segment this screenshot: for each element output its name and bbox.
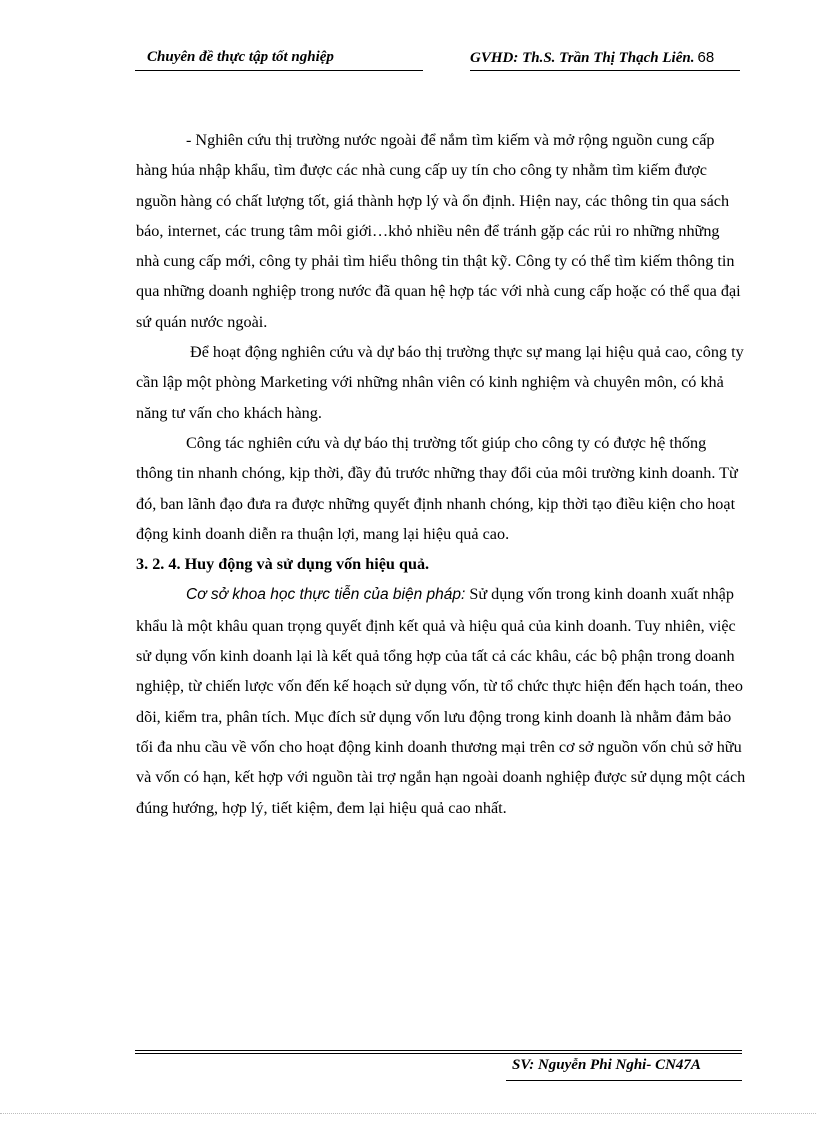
header-title: Chuyên đề thực tập tốt nghiệp [147, 49, 334, 65]
header-underline-right [470, 70, 740, 71]
paragraph-lead-italic: Cơ sở khoa học thực tiễn của biện pháp: [186, 586, 466, 604]
footer-rule-top [135, 1050, 742, 1051]
page-edge-dotted-line [0, 1113, 816, 1114]
header-supervisor-text: GVHD: Th.S. Trần Thị Thạch Liên. [470, 50, 695, 66]
footer-underline [506, 1080, 742, 1081]
paragraph-marketing-department: Để hoạt động nghiên cứu và dự báo thị trường thực sự mang lại hiệu quả cao, công ty cần lập một phòng Marketing với những nhân viên có kinh nghiệm và chuyên môn, có khả năng tư vấn cho khách hàng. [136, 343, 744, 422]
page-number: 68 [697, 49, 715, 66]
paragraph-capital-usage [136, 579, 746, 822]
footer-rule-bottom [135, 1053, 742, 1054]
paragraph-capital-body: Sử dụng vốn trong kinh doanh xuất nhập khẩu là một khâu quan trọng quyết định kết quả và hiệu quả của kinh doanh. Tuy nhiên, việc sử dụng vốn kinh doanh lại là kết quả tổng hợp của tất cả các khâu, các bộ phận trong doanh nghiệp, từ chiến lược vốn đến kế hoạch sử dụng vốn, từ tổ chức thực hiện đến hạch toán, theo dõi, kiểm tra, phân tích. Mục đích sử dụng vốn lưu động trong kinh doanh là nhằm đảm bảo tối đa nhu cầu về vốn cho hoạt động kinh doanh thương mại trên cơ sở nguồn vốn chủ sở hữu và vốn có hạn, kết hợp với nguồn tài trợ ngắn hạn ngoài doanh nghiệp được sử dụng một cách đúng hướng, hợp lý, tiết kiệm, đem lại hiệu quả cao nhất. [136, 585, 746, 817]
paragraph-forecasting-benefits: Công tác nghiên cứu và dự báo thị trường tốt giúp cho công ty có được hệ thống thông tin nhanh chóng, kịp thời, đầy đủ trước những thay đổi của môi trường kinh doanh. Từ đó, ban lãnh đạo đưa ra được những quyết định nhanh chóng, kịp thời tạo điều kiện cho hoạt động kinh doanh diễn ra thuận lợi, mang lại hiệu quả cao. [136, 433, 738, 543]
paragraph-market-research: - Nghiên cứu thị trường nước ngoài để nắm tìm kiếm và mở rộng nguồn cung cấp hàng húa nhập khẩu, tìm được các nhà cung cấp uy tín cho công ty nhằm tìm kiếm được nguồn hàng có chất lượng tốt, giá thành hợp lý và ổn định. Hiện nay, các thông tin qua sách báo, internet, các trung tâm môi giới…khỏ nhiều nên để tránh gặp các rủi ro những những nhà cung cấp mới, công ty phải tìm hiểu thông tin thật kỹ. Công ty có thể tìm kiếm thông tin qua những doanh nghiệp trong nước đã quan hệ hợp tác với nhà cung cấp hoặc có thể qua đại sứ quán nước ngoài. [136, 131, 741, 331]
section-heading: 3. 2. 4. Huy động và sử dụng vốn hiệu quả. [136, 555, 430, 574]
body-text [136, 125, 746, 823]
footer-student: SV: Nguyễn Phi Nghi- CN47A [512, 1057, 701, 1073]
header-underline-left [135, 70, 423, 71]
header-supervisor [470, 49, 714, 67]
